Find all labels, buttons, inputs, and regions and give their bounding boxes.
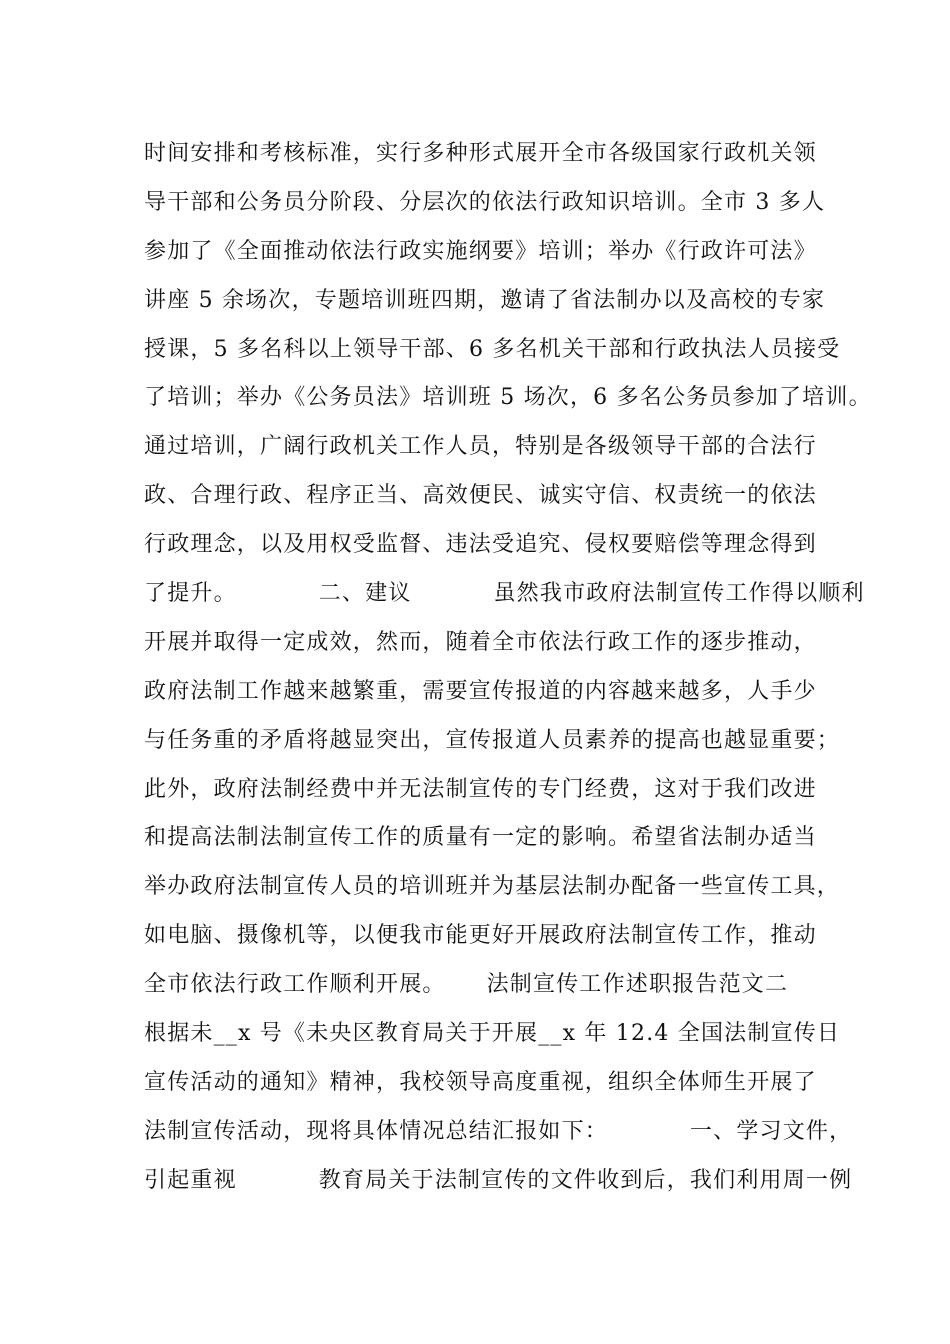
text-line: 导干部和公务员分阶段、分层次的依法行政知识培训。全市 3 多人: [144, 189, 826, 215]
text-line: 和提高法制法制宣传工作的质量有一定的影响。希望省法制办适当: [144, 825, 817, 851]
text-line: 此外，政府法制经费中并无法制宣传的专门经费，这对于我们改进: [144, 776, 817, 802]
text-line: 参加了《全面推动依法行政实施纲要》培训；举办《行政许可法》: [144, 238, 817, 264]
text-line: 授课，5 多名科以上领导干部、6 多名机关干部和行政执法人员接受: [144, 336, 841, 362]
text-line: 根据未__x 号《未央区教育局关于开展__x 年 12.4 全国法制宣传日: [144, 1021, 841, 1047]
text-line: 政府法制工作越来越繁重，需要宣传报道的内容越来越多，人手少: [144, 678, 817, 704]
text-line: 时间安排和考核标准，实行多种形式展开全市各级国家行政机关领: [144, 141, 817, 166]
text-line: 了提升。 二、建议 虽然我市政府法制宣传工作得以顺利: [144, 581, 865, 607]
text-line: 如电脑、摄像机等，以便我市能更好开展政府法制宣传工作，推动: [144, 923, 817, 949]
text-line: 讲座 5 余场次，专题培训班四期，邀请了省法制办以及高校的专家: [144, 287, 826, 313]
text-line: 通过培训，广阔行政机关工作人员，特别是各级领导干部的合法行: [144, 434, 817, 460]
text-line: 举办政府法制宣传人员的培训班并为基层法制办配备一些宣传工具，: [144, 874, 841, 900]
text-line: 引起重视 教育局关于法制宣传的文件收到后，我们利用周一例: [144, 1167, 853, 1193]
text-line: 开展并取得一定成效，然而，随着全市依法行政工作的逐步推动，: [144, 629, 817, 655]
text-line: 了培训；举办《公务员法》培训班 5 场次，6 多名公务员参加了培训。: [144, 385, 872, 411]
text-line: 法制宣传活动，现将具体情况总结汇报如下： 一、学习文件，: [144, 1118, 853, 1144]
text-line: 宣传活动的通知》精神，我校领导高度重视，组织全体师生开展了: [144, 1069, 817, 1095]
text-line: 行政理念，以及用权受监督、违法受追究、侵权要赔偿等理念得到: [144, 532, 817, 558]
document-body-text: [144, 130, 872, 1206]
text-line: 政、合理行政、程序正当、高效便民、诚实守信、权责统一的依法: [144, 483, 817, 509]
text-line: 全市依法行政工作顺利开展。 法制宣传工作述职报告范文二: [144, 972, 789, 998]
text-line: 与任务重的矛盾将越显突出，宣传报道人员素养的提高也越显重要；: [144, 727, 841, 753]
